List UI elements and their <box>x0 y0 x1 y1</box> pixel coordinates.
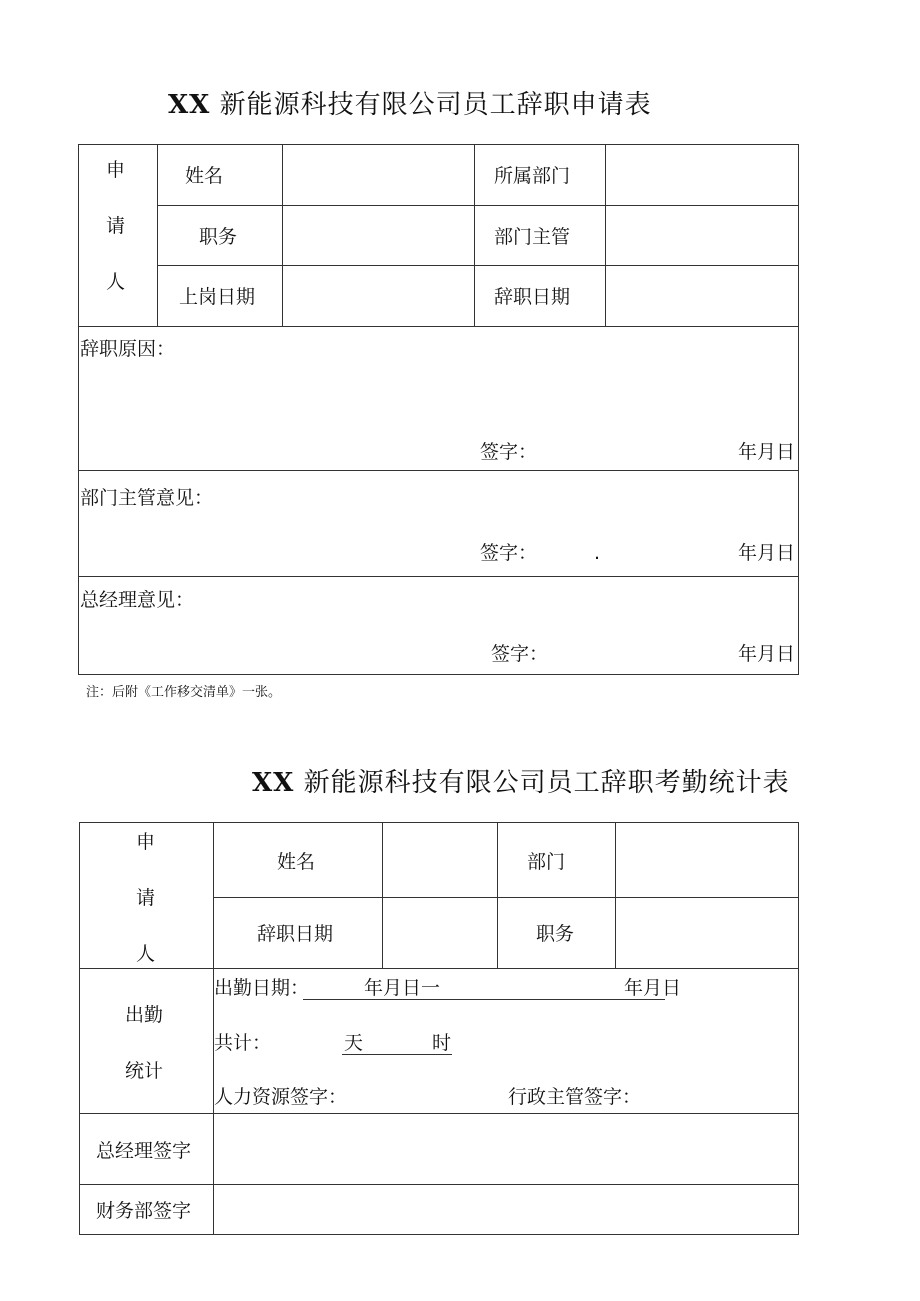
attendance-date-to[interactable]: 年月日 <box>624 977 682 999</box>
form2-dept-field[interactable] <box>616 823 798 896</box>
form2-rule <box>79 968 799 969</box>
form2-resign-date-label: 辞职日期 <box>257 923 334 945</box>
resign-date-field[interactable] <box>606 266 798 325</box>
form1-rule <box>474 144 475 326</box>
form2-rule <box>497 822 498 968</box>
attendance-label: 统计 <box>125 1060 164 1082</box>
position-label: 职务 <box>199 226 238 248</box>
supervisor-field[interactable] <box>606 206 798 264</box>
admin-sign-label: 行政主管签字： <box>508 1086 642 1108</box>
finance-sign-field[interactable] <box>214 1185 798 1234</box>
form1-applicant-char: 请 <box>106 215 126 237</box>
total-underline <box>342 1054 452 1055</box>
days-label[interactable]: 天 <box>344 1032 364 1054</box>
form1-title <box>168 84 652 121</box>
name-label: 姓名 <box>185 165 224 187</box>
form1-title-prefix: XX <box>168 90 211 120</box>
dept-label: 所属部门 <box>494 165 571 187</box>
gm-sign-field[interactable] <box>214 1114 798 1183</box>
start-date-field[interactable] <box>283 266 473 325</box>
gm-opinion-label: 总经理意见： <box>80 589 195 611</box>
reason-sign-label: 签字： <box>480 441 538 463</box>
form2-position-label: 职务 <box>536 923 575 945</box>
form2-applicant-char: 人 <box>136 943 156 965</box>
position-field[interactable] <box>283 206 473 264</box>
gm-sign-label: 签字： <box>491 643 549 665</box>
form2-name-field[interactable] <box>383 823 496 896</box>
form2-title-prefix: XX <box>252 768 295 798</box>
form1-title-text: 新能源科技有限公司员工辞职申请表 <box>219 90 652 120</box>
form2-title <box>252 762 790 799</box>
attendance-date-label: 出勤日期： <box>214 977 310 999</box>
supervisor-sign-dot: . <box>594 542 601 564</box>
attendance-date-from[interactable]: 年月日一 <box>364 977 441 999</box>
attendance-date-underline <box>303 999 665 1000</box>
gm-date-label: 年月日 <box>738 643 796 665</box>
finance-sign-label: 财务部签字 <box>96 1200 192 1222</box>
form1-rule <box>78 576 799 577</box>
form2-applicant-char: 请 <box>136 887 156 909</box>
supervisor-sign-label: 签字： <box>480 542 538 564</box>
reason-date-label: 年月日 <box>738 441 796 463</box>
form1-rule <box>78 470 799 471</box>
supervisor-label: 部门主管 <box>494 226 571 248</box>
form2-applicant-char: 申 <box>136 831 156 853</box>
attendance-label: 出勤 <box>125 1004 164 1026</box>
hours-label[interactable]: 时 <box>432 1032 452 1054</box>
supervisor-opinion-label: 部门主管意见： <box>80 487 214 509</box>
supervisor-date-label: 年月日 <box>738 542 796 564</box>
form2-resign-date-field[interactable] <box>383 898 496 967</box>
dept-field[interactable] <box>606 145 798 204</box>
form1-applicant-char: 申 <box>106 159 126 181</box>
reason-label: 辞职原因： <box>80 338 176 360</box>
form2-name-label: 姓名 <box>277 851 316 873</box>
hr-sign-label: 人力资源签字： <box>214 1086 348 1108</box>
form2-position-field[interactable] <box>616 898 798 967</box>
form2-title-text: 新能源科技有限公司员工辞职考勤统计表 <box>303 768 790 798</box>
gm-sign-row-label: 总经理签字 <box>96 1140 192 1162</box>
form2-dept-label: 部门 <box>527 851 566 873</box>
total-label: 共计： <box>214 1032 272 1054</box>
form1-applicant-char: 人 <box>106 271 126 293</box>
form1-rule <box>78 326 799 327</box>
name-field[interactable] <box>283 145 473 204</box>
form1-rule <box>157 144 158 326</box>
start-date-label: 上岗日期 <box>179 286 256 308</box>
form1-note: 注：后附《工作移交清单》一张。 <box>86 685 282 700</box>
resign-date-label: 辞职日期 <box>494 286 571 308</box>
